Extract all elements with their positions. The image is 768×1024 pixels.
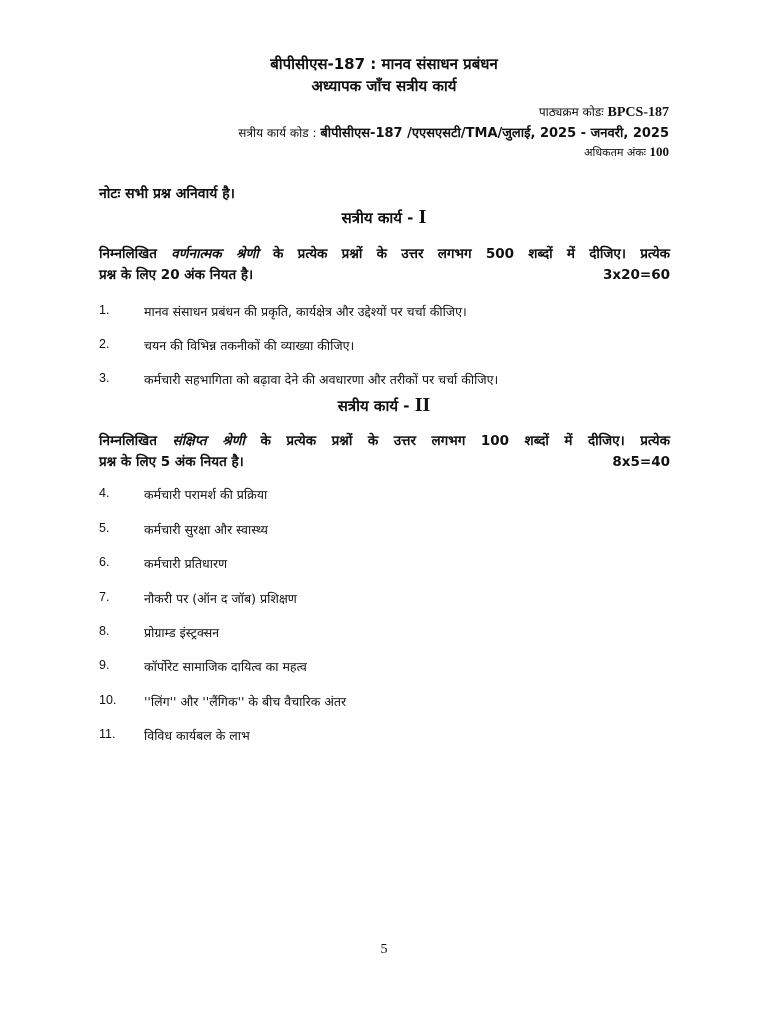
question-text: कर्मचारी सुरक्षा और स्वास्थ्य	[144, 522, 268, 537]
question-number: 10.	[99, 693, 117, 707]
max-marks-value: 100	[649, 144, 669, 159]
section2-instruction	[99, 431, 670, 473]
course-code	[539, 103, 669, 121]
question-number: 3.	[99, 371, 110, 385]
question-item	[99, 371, 498, 388]
question-item	[99, 486, 267, 503]
note: नोटः सभी प्रश्न अनिवार्य है।	[99, 186, 235, 202]
question-text: प्रोग्राम्ड इंस्ट्रक्सन	[144, 625, 220, 640]
section2-heading-text: सत्रीय कार्य -	[337, 397, 410, 415]
question-number: 2.	[99, 337, 110, 351]
question-text: कर्मचारी प्रतिधारण	[144, 556, 228, 571]
question-text: नौकरी पर (ऑन द जॉब) प्रशिक्षण	[144, 591, 297, 606]
course-code-label: पाठ्यक्रम कोडः	[538, 105, 604, 119]
assignment-code-label: सत्रीय कार्य कोड :	[238, 126, 317, 140]
section1-heading	[0, 206, 768, 229]
section1-roman: I	[418, 206, 427, 228]
question-text: चयन की विभिन्न तकनीकों की व्याख्या कीजिए।	[144, 338, 355, 353]
course-code-value: BPCS-187	[607, 105, 669, 120]
question-item	[99, 693, 346, 710]
assignment-code-value: बीपीसीएस-187 /एएसएसटी/TMA/जुलाई, 2025 - जनवरी, 2025	[320, 126, 669, 141]
section1-instruction-pre: निम्नलिखित	[99, 246, 157, 262]
question-number: 1.	[99, 303, 110, 317]
section1-marks: 3x20=60	[603, 267, 670, 283]
question-item	[99, 727, 250, 744]
document-title: बीपीसीएस-187 : मानव संसाधन प्रबंधन	[270, 55, 498, 73]
question-number: 5.	[99, 521, 110, 535]
question-item	[99, 337, 354, 354]
assignment-code	[238, 123, 669, 141]
question-item	[99, 624, 219, 641]
question-text: कर्मचारी परामर्श की प्रक्रिया	[144, 487, 268, 502]
section2-instruction-post: के प्रत्येक प्रश्नों के उत्तर लगभग 100 शब्दों में दीजिए। प्रत्येक	[260, 433, 671, 449]
question-number: 9.	[99, 658, 110, 672]
question-number: 7.	[99, 590, 110, 604]
question-item	[99, 555, 227, 572]
question-number: 4.	[99, 486, 110, 500]
page-number: 5	[380, 942, 388, 957]
question-number: 6.	[99, 555, 110, 569]
section2-marks: 8x5=40	[612, 454, 670, 470]
question-text: मानव संसाधन प्रबंधन की प्रकृति, कार्यक्षेत्र और उद्देश्यों पर चर्चा कीजिए।	[144, 304, 467, 319]
section2-heading	[0, 394, 768, 417]
question-item	[99, 521, 268, 538]
question-text: कर्मचारी सहभागिता को बढ़ावा देने की अवधारणा और तरीकों पर चर्चा कीजिए।	[144, 372, 499, 387]
question-text: विविध कार्यबल के लाभ	[144, 728, 250, 743]
max-marks-label: अधिकतम अंकः	[584, 146, 646, 159]
section2-instruction-line1	[99, 431, 670, 452]
question-text: कॉर्पोरेट सामाजिक दायित्व का महत्व	[144, 659, 307, 674]
max-marks	[584, 144, 669, 160]
question-number: 8.	[99, 624, 110, 638]
section1-instruction-post: के प्रत्येक प्रश्नों के उत्तर लगभग 500 शब्दों में दीजिए। प्रत्येक	[273, 246, 671, 262]
section1-instruction-line2	[99, 265, 670, 286]
section1-instruction-line2-text: प्रश्न के लिए 20 अंक नियत है।	[99, 267, 254, 283]
section2-instruction-line2	[99, 452, 670, 473]
section1-instruction	[99, 244, 670, 286]
question-item	[99, 590, 297, 607]
question-item	[99, 658, 307, 675]
question-text: ''लिंग'' और ''लैंगिक'' के बीच वैचारिक अंतर	[144, 694, 347, 709]
section2-instruction-italic: संक्षिप्त श्रेणी	[172, 433, 245, 449]
section1-heading-text: सत्रीय कार्य -	[341, 209, 414, 227]
section2-instruction-line2-text: प्रश्न के लिए 5 अंक नियत है।	[99, 454, 244, 470]
section1-instruction-line1	[99, 244, 670, 265]
section2-roman: II	[414, 394, 431, 416]
section1-instruction-italic: वर्णनात्मक श्रेणी	[171, 246, 259, 262]
question-item	[99, 303, 467, 320]
section2-instruction-pre: निम्नलिखित	[99, 433, 157, 449]
question-number: 11.	[99, 727, 116, 741]
document-subtitle: अध्यापक जाँच सत्रीय कार्य	[311, 77, 457, 95]
